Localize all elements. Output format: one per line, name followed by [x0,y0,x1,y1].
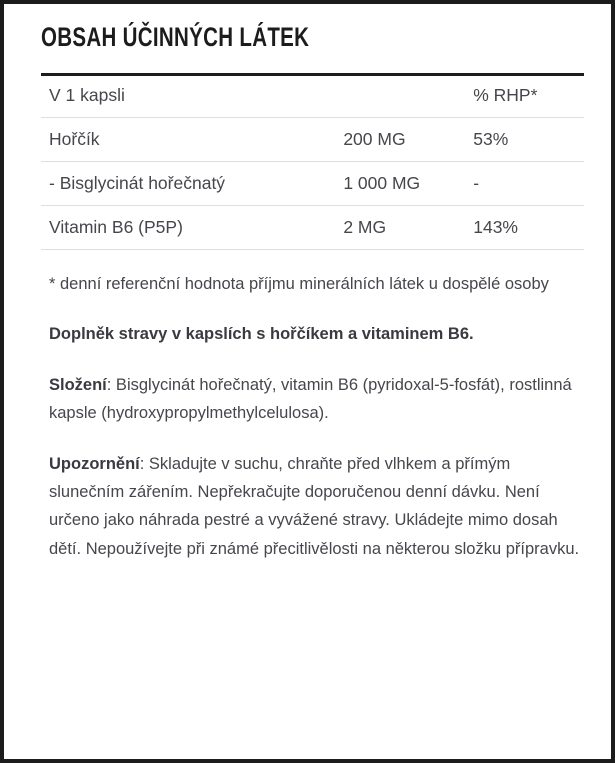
nutrient-amount: 1 000 MG [335,162,465,206]
nutrient-percent: - [465,162,584,206]
nutrient-name: - Bisglycinát hořečnatý [41,162,335,206]
page-title: OBSAH ÚČINNÝCH LÁTEK [41,22,310,52]
ingredients-label: Složení [49,375,107,394]
header-percent-label: % RHP* [465,75,584,118]
warning-text: : Skladujte v suchu, chraňte před vlhkem a přímým slunečním zářením. Nepřekračujte doporučenou denní dávku. Není určeno jako náhrada pestré a vyvážené stravy. Ukládejte mimo dosah dětí. Nepoužívejte při známé přecitlivělosti na některou složku přípravku. [49,454,580,558]
header-serving-label: V 1 kapsli [41,75,335,118]
nutrient-amount: 200 MG [335,118,465,162]
supplement-statement: Doplněk stravy v kapslích s hořčíkem a vitaminem B6. [49,325,474,344]
card-content [41,4,584,563]
ingredients-paragraph [49,371,581,428]
footnote-text: * denní referenční hodnota příjmu minerálních látek u dospělé osoby [49,275,549,293]
nutrient-percent: 53% [465,118,584,162]
nutrient-name: Vitamin B6 (P5P) [41,206,335,250]
warning-label: Upozornění [49,454,140,473]
table-header-row [41,75,584,118]
nutrition-table [41,73,584,250]
table-body [41,118,584,250]
table-header [41,73,584,118]
ingredients-text: : Bisglycinát hořečnatý, vitamin B6 (pyridoxal-5-fosfát), rostlinná kapsle (hydroxypropylmethylcelulosa). [49,375,572,423]
nutrient-name: Hořčík [41,118,335,162]
header-amount-label [335,75,465,118]
table-row [41,162,584,206]
notes-section [41,270,581,563]
table-row [41,118,584,162]
warning-paragraph [49,450,581,564]
nutrient-percent: 143% [465,206,584,250]
table-row [41,206,584,250]
nutrient-amount: 2 MG [335,206,465,250]
